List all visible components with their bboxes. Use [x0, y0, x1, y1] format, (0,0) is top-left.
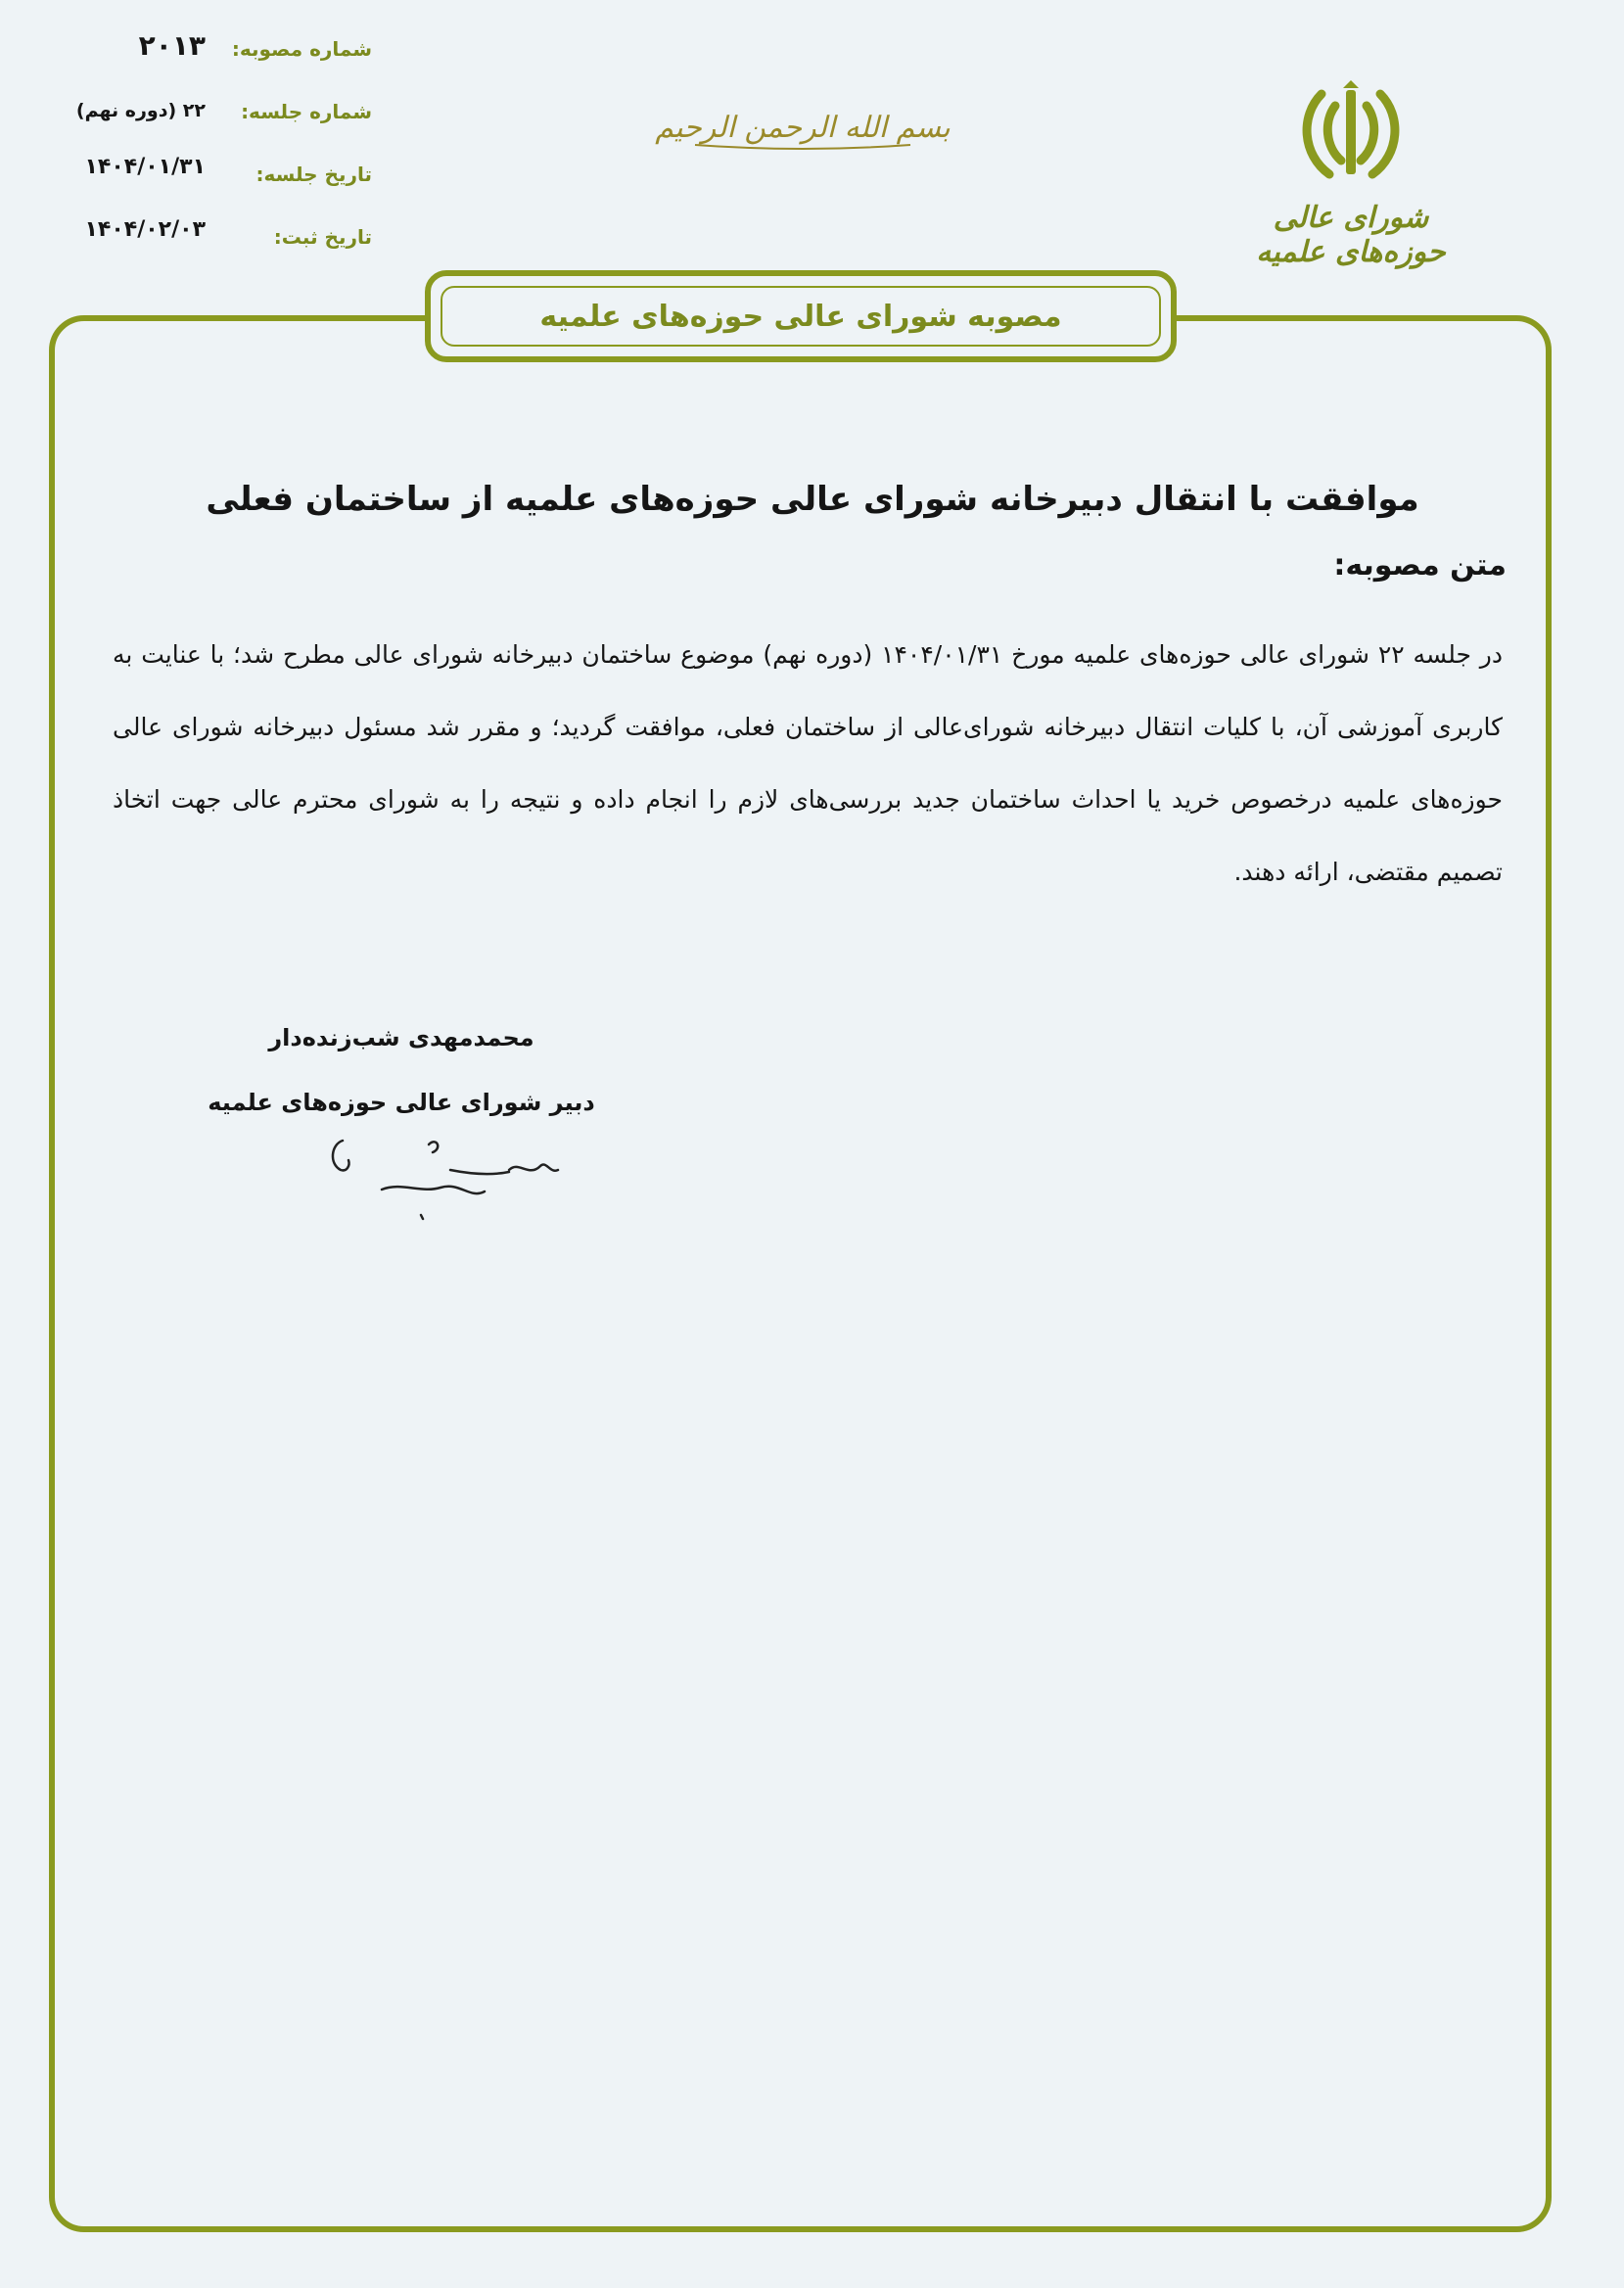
signer-title: دبیر شورای عالی حوزه‌های علمیه — [208, 1089, 595, 1116]
session-number-value: ۲۲ (دوره نهم) — [75, 100, 206, 121]
approval-number-value: ۲۰۱۳ — [138, 29, 206, 62]
registration-date-row — [69, 217, 372, 280]
document-frame — [49, 315, 1552, 2232]
approval-number-label: شماره مصوبه: — [231, 37, 372, 61]
document-title: موافقت با انتقال دبیرخانه شورای عالی حوزه‌های علمیه از ساختمان فعلی — [206, 480, 1419, 519]
session-number-row — [69, 92, 372, 155]
registration-date-label: تاریخ ثبت: — [273, 225, 372, 249]
header-box-title: مصوبه شورای عالی حوزه‌های علمیه — [441, 286, 1161, 347]
council-name: شورای عالی حوزه‌های علمیه — [1256, 201, 1446, 269]
session-number-label: شماره جلسه: — [241, 100, 372, 123]
session-date-row — [69, 155, 372, 217]
signature-icon — [323, 1131, 578, 1229]
iran-emblem-icon — [1292, 76, 1410, 194]
session-date-value: ۱۴۰۴/۰۱/۳۱ — [84, 155, 206, 179]
svg-text:بسم الله الرحمن الرحیم: بسم الله الرحمن الرحیم — [655, 111, 951, 145]
signer-name: محمدمهدی شب‌زنده‌دار — [268, 1024, 534, 1051]
document-meta — [69, 29, 372, 280]
approval-text: در جلسه ۲۲ شورای عالی حوزه‌های علمیه مورخ ۱۴۰۴/۰۱/۳۱ (دوره نهم) موضوع ساختمان دبیرخانه شورای عالی مطرح شد؛ با عنایت به کاربری آموزشی آن، با کلیات انتقال دبیرخانه شورای‌عالی از ساختمان فعلی، موافقت گردید؛ و مقرر شد مسئول دبیرخانه شورای عالی حوزه‌های علمیه درخصوص خرید یا احداث ساختمان جدید بررسی‌های لازم را انجام داده و نتیجه را به شورای محترم عالی جهت اتخاذ تصمیم مقتضی، ارائه دهند. — [113, 640, 1504, 886]
calligraphy-icon — [655, 98, 951, 157]
approval-number-row — [69, 29, 372, 92]
header-box — [425, 270, 1177, 362]
session-date-label: تاریخ جلسه: — [255, 163, 372, 186]
registration-date-value: ۱۴۰۴/۰۲/۰۳ — [84, 217, 206, 242]
section-label: متن مصوبه: — [1333, 548, 1507, 583]
